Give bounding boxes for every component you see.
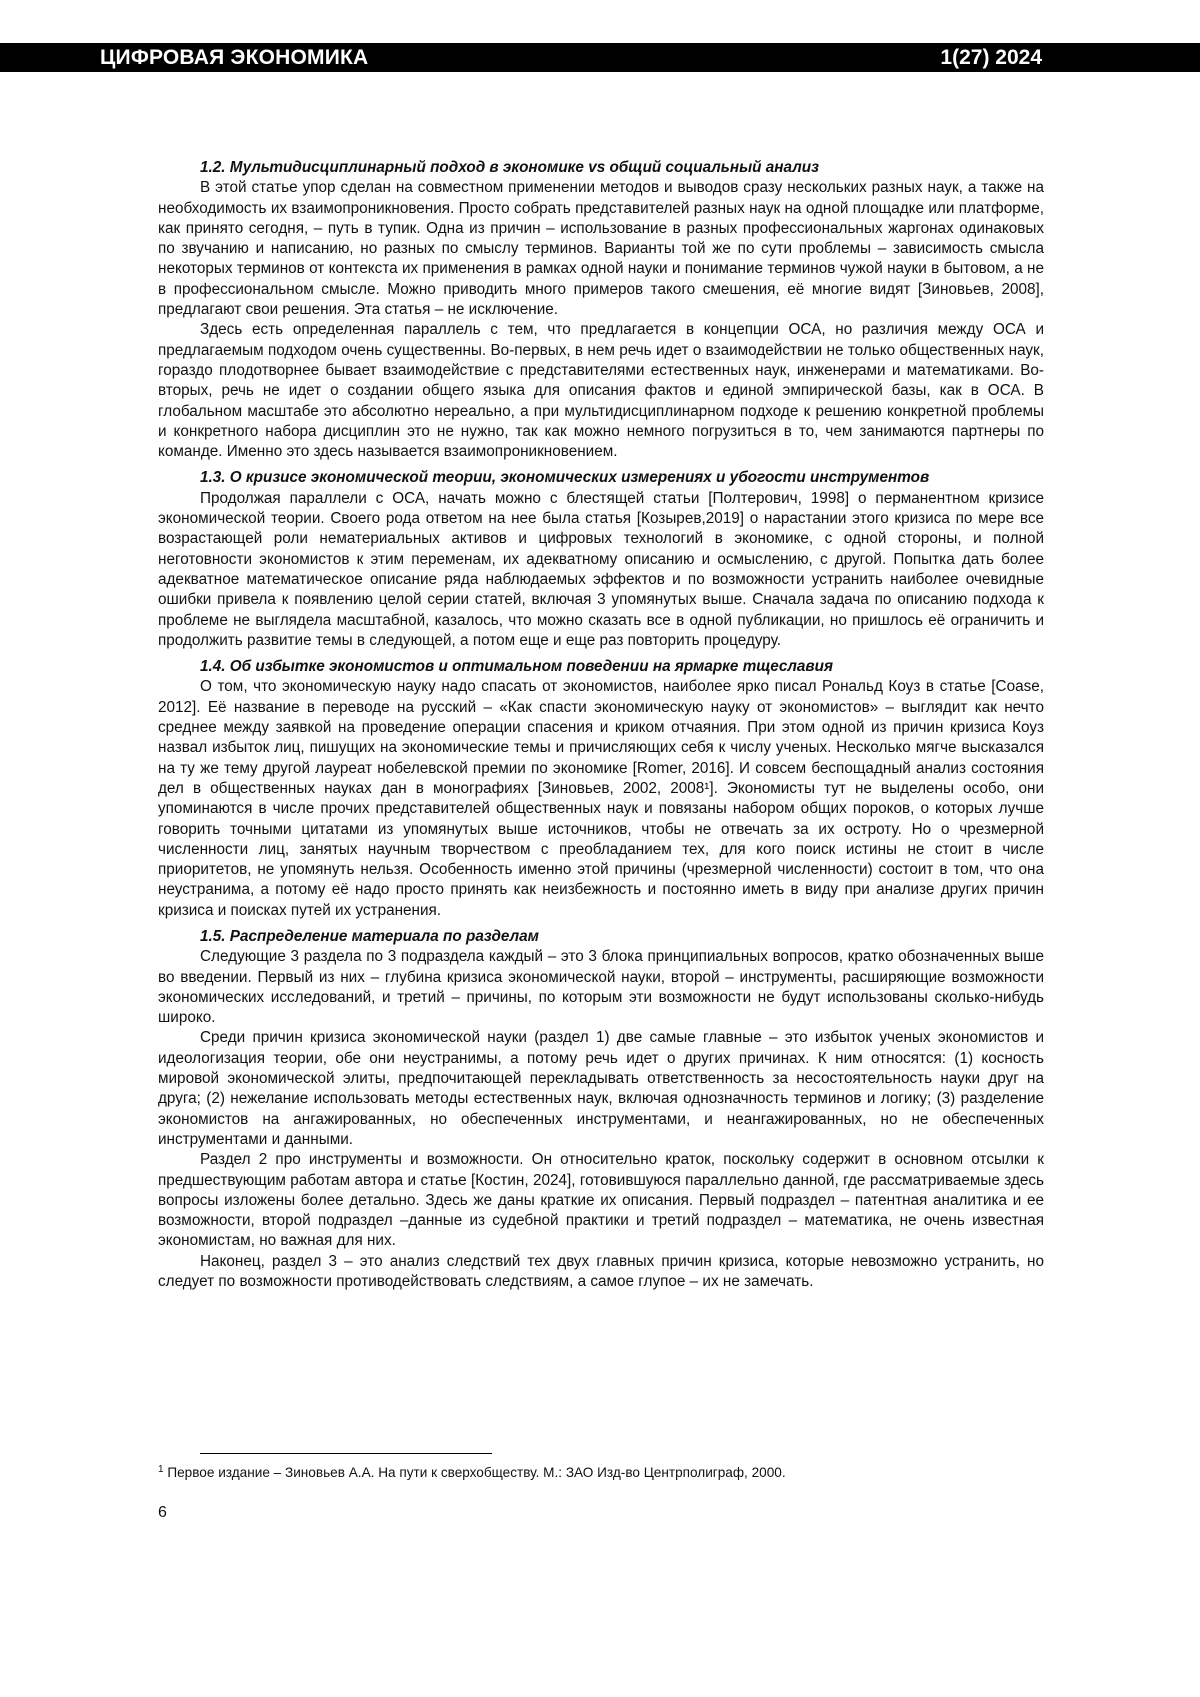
footnote-mark: 1 [158, 1464, 164, 1475]
paragraph: В этой статье упор сделан на совместном применении методов и выводов сразу нескольких разных наук, а также на необходимость их взаимопроникновения. Просто собрать представителей разных наук на одной площадке или платформе, как принято сегодня, – путь в тупик. Одна из причин – использование в разных профессиональных жаргонах одинаковых по звучанию и написанию, но разных по смыслу терминов. Варианты той же по сути проблемы – зависимость смысла некоторых терминов от контекста их применения в рамках одной науки и понимание терминов чужой науки в бытовом, а не в профессиональном смысле. Можно приводить много примеров такого смешения, её многие видят [Зиновьев, 2008], предлагают свои решения. Эта статья – не исключение. [158, 179, 1044, 319]
paragraph: Здесь есть определенная параллель с тем, что предлагается в концепции ОСА, но различия между ОСА и предлагаемым подходом очень существенны. Во-первых, в нем речь идет о взаимодействии не только общественных наук, гораздо плодотворнее бывает взаимодействие с представителями естественных наук, инженерами и математиками. Во-вторых, речь не идет о создании общего языка для описания фактов и единой эмпирической базы, как в ОСА. В глобальном масштабе это абсолютно нереально, а при мультидисциплинарном подходе к решению конкретной проблемы и конкретного набора дисциплин это не нужно, так как можно немного погрузиться в то, чем занимаются партнеры по команде. Именно это здесь называется взаимопроникновением. [158, 321, 1044, 461]
section-heading: 1.3. О кризисе экономической теории, экономических измерениях и убогости инструментов [200, 469, 930, 487]
paragraph: Продолжая параллели с ОСА, начать можно с блестящей статьи [Полтерович, 1998] о перманентном кризисе экономической теории. Своего рода ответом на нее была статья [Козырев,2019] о нарастании этого кризиса по мере все возрастающей роли нематериальных активов и цифровых технологий в экономике, с одной стороны, и полной неготовности экономистов к этим переменам, их адекватному описанию и осмыслению, с другой. Попытка дать более адекватное математическое описание ряда наблюдаемых эффектов и по возможности устранить наиболее очевидные ошибки привела к появлению целой серии статей, включая 3 упомянутых выше. Сначала задача по описанию подхода к проблеме не выглядела масштабной, казалось, что можно сказать все в одной публикации, но пришлось её ограничить и продолжить развитие темы в следующей, а потом еще и еще раз повторить процедуру. [158, 489, 1044, 649]
paragraph: О том, что экономическую науку надо спасать от экономистов, наиболее ярко писал Рональд Коуз в статье [Coase, 2012]. Её название в переводе на русский – «Как спасти экономическую науку от экономистов» – выглядит как нечто среднее между заявкой на проведение операции спасения и криком отчаяния. При этом одной из причин кризиса Коуз назвал избыток лиц, пишущих на экономические темы и причисляющих себя к числу ученых. Несколько мягче высказался на ту же тему другой лауреат нобелевской премии по экономике [Romer, 2016]. И совсем беспощадный анализ состояния дел в общественных науках дан в монографиях [Зиновьев, 2002, 2008¹]. Экономисты тут не выделены особо, они упоминаются в числе прочих представителей общественных наук и повязаны набором общих пороков, о которых лучше говорить точными цитатами из упомянутых выше источников, чтобы не отвечать за их остроту. Но о чрезмерной численности лиц, занятых научным творчеством с преобладанием тех, для кого поиск истины не стоит в числе приоритетов, не упомянуть нельзя. Особенность именно этой причины (чрезмерной численности) состоит в том, что она неустранима, а потому её надо просто принять как неизбежность и постоянно иметь в виду при анализе других причин кризиса и поисках путей их устранения. [158, 678, 1044, 919]
article-body [158, 158, 1044, 1292]
paragraph: Следующие 3 раздела по 3 подраздела каждый – это 3 блока принципиальных вопросов, кратко обозначенных выше во введении. Первый из них – глубина кризиса экономической науки, второй – инструменты, расширяющие возможности экономических исследований, и третий – причины, по которым эти возможности не будут использованы сколько-нибудь широко. [158, 948, 1044, 1027]
footnote [158, 1464, 1044, 1482]
paragraph: Наконец, раздел 3 – это анализ следствий тех двух главных причин кризиса, которые невозможно устранить, но следует по возможности противодействовать следствиям, а самое глупое – их не замечать. [158, 1252, 1044, 1291]
footnote-text: Первое издание – Зиновьев А.А. На пути к сверхобществу. М.: ЗАО Изд-во Центрполиграф, 2000. [167, 1465, 786, 1480]
footnote-separator [200, 1453, 492, 1454]
section-1-2 [158, 158, 1044, 462]
paragraph: Среди причин кризиса экономической науки (раздел 1) две самые главные – это избыток ученых экономистов и идеологизация теории, обе они неустранимы, а потому речь идет о других причинах. К ним относятся: (1) косность мировой экономической элиты, предпочитающей перекладывать ответственность за несостоятельность науки друг на друга; (2) нежелание использовать методы естественных наук, включая однозначность терминов и логику; (3) разделение экономистов на ангажированных, но обеспеченных инструментами, и неангажированных, но не обеспеченных инструментами и данными. [158, 1029, 1044, 1148]
section-heading: 1.2. Мультидисциплинарный подход в экономике vs общий социальный анализ [200, 159, 819, 176]
section-1-3 [158, 468, 1044, 651]
page-number: 6 [158, 1504, 167, 1521]
section-heading: 1.5. Распределение материала по разделам [200, 927, 539, 945]
paragraph: Раздел 2 про инструменты и возможности. Он относительно краток, поскольку содержит в основном отсылки к предшествующим работам автора и статье [Костин, 2024], готовившуюся параллельно данной, где рассматриваемые здесь вопросы изложены более детально. Здесь же даны краткие их описания. Первый подраздел – патентная аналитика и ее возможности, второй подраздел –данные из судебной практики и третий подраздел – математика, не очень известная экономистам, но важная для них. [158, 1151, 1044, 1250]
journal-header [0, 43, 1200, 72]
section-1-5 [158, 927, 1044, 1292]
section-1-4 [158, 657, 1044, 921]
section-heading: 1.4. Об избытке экономистов и оптимальном поведении на ярмарке тщеславия [200, 658, 834, 676]
journal-issue: 1(27) 2024 [940, 46, 1042, 69]
journal-title: ЦИФРОВАЯ ЭКОНОМИКА [100, 46, 369, 69]
